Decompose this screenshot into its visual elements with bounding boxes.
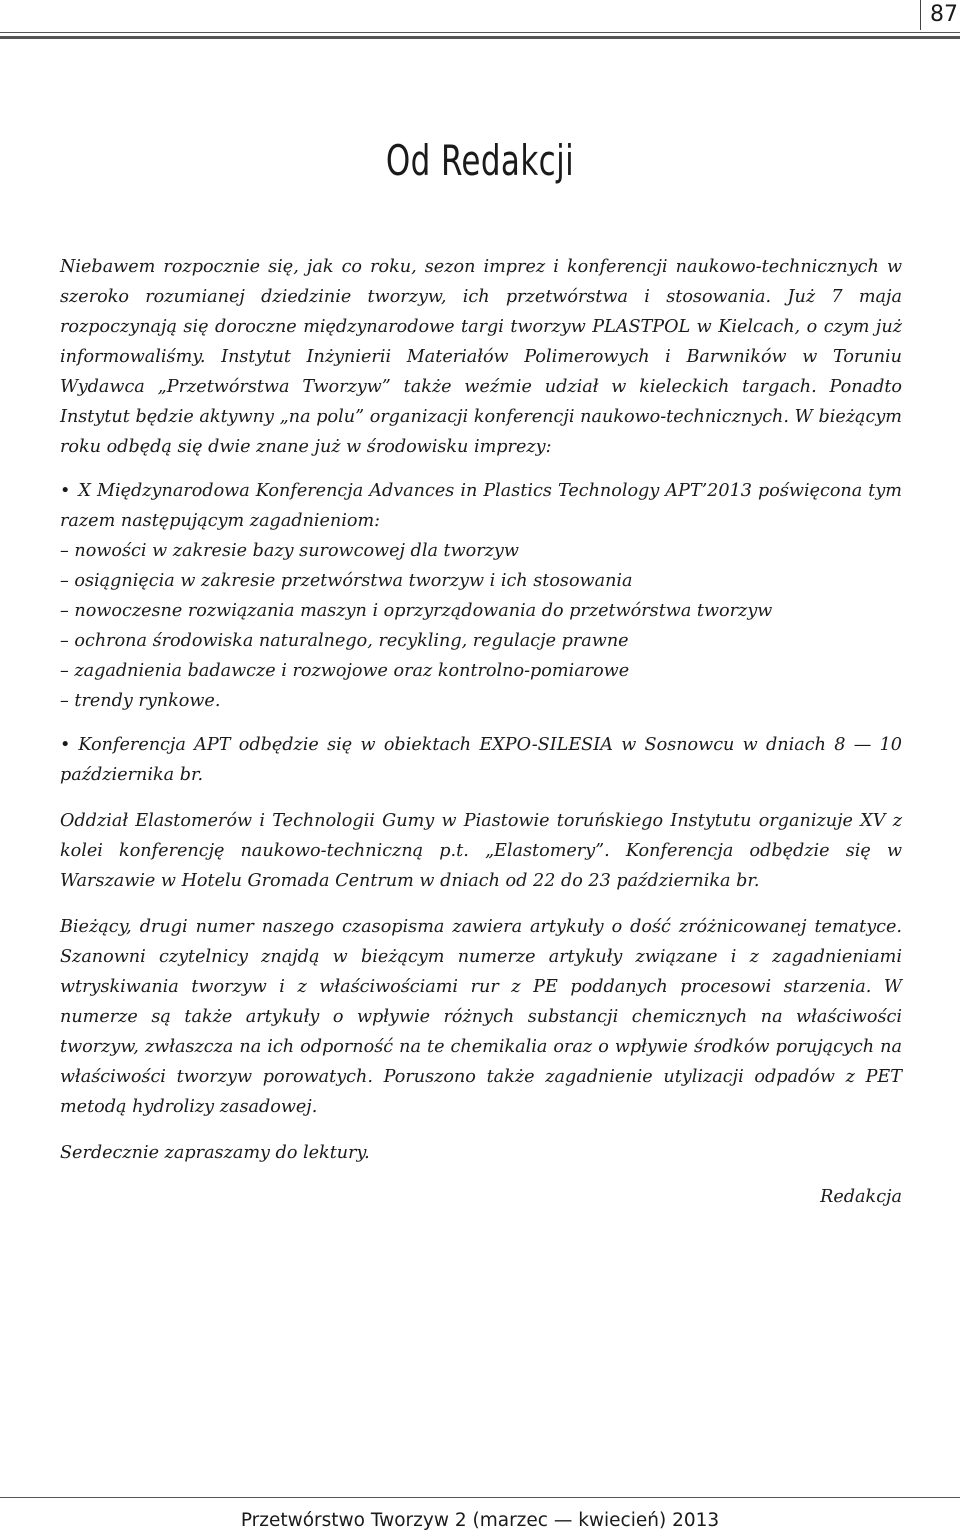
header-rule	[0, 32, 960, 33]
intro-paragraph: Niebawem rozpocznie się, jak co roku, sezon imprez i konferencji naukowo-technicznych w szeroko rozumianej dziedzinie tworzyw, ich przetwórstwa i stosowania. Już 7 maja rozpoczynają się doroczne międzynarodowe targi tworzyw PLASTPOL w Kielcach, o czym już informowaliśmy. Instytut Inżynierii Materiałów Polimerowych i Barwników w Toruniu Wydawca „Przetwórstwa Tworzyw” także weźmie udział w kieleckich targach. Ponadto Instytut będzie aktywny „na polu” organizacji konferencji naukowo-technicznych. W bieżącym roku odbędą się dwie znane już w środowisku imprezy:	[60, 257, 902, 457]
elastomery-paragraph: Oddział Elastomerów i Technologii Gumy w Piastowie toruńskiego Instytutu organizuje XV z kolei konferencję naukowo-techniczną p.t. „Elastomery”. Konferencja odbędzie się w Warszawie w Hotelu Gromada Centrum w dniach od 22 do 23 października br.	[60, 811, 902, 891]
dash-item: – osiągnięcia w zakresie przetwórstwa tworzyw i ich stosowania	[60, 571, 633, 591]
editorial-body	[60, 252, 902, 1212]
dash-item: – ochrona środowiska naturalnego, recykling, regulacje prawne	[60, 631, 629, 651]
page-number: 87	[920, 0, 960, 30]
header-rule-thick	[0, 36, 960, 39]
dash-item: – zagadnienia badawcze i rozwojowe oraz kontrolno-pomiarowe	[60, 661, 630, 681]
journal-footer: Przetwórstwo Tworzyw 2 (marzec — kwiecień) 2013	[240, 1510, 720, 1531]
bullet-item-venue	[60, 730, 902, 790]
bullet-item-apt	[60, 476, 902, 536]
dash-item: – trendy rynkowe.	[60, 691, 221, 711]
page-title: Od Redakcji	[385, 136, 575, 186]
closing-line: Serdecznie zapraszamy do lektury.	[60, 1143, 370, 1163]
bullet-item-venue-text: Konferencja APT odbędzie się w obiektach EXPO-SILESIA w Sosnowcu w dniach 8 — 10 października br.	[60, 735, 902, 785]
footer-rule	[0, 1497, 960, 1498]
bullet-icon: •	[60, 735, 71, 755]
issue-contents-paragraph: Bieżący, drugi numer naszego czasopisma zawiera artykuły o dość zróżnicowanej tematyce. Szanowni czytelnicy znajdą w bieżącym numerze artykuły związane i z zagadnieniami wtryskiwania tworzyw i z właściwościami rur z PE poddanych procesowi starzenia. W numerze są także artykuły o wpływie różnych substancji chemicznych na właściwości tworzyw, zwłaszcza na ich odporność na te chemikalia oraz o wpływie środków porujących na właściwości tworzyw porowatych. Poruszono także zagadnienie utylizacji odpadów z PET metodą hydrolizy zasadowej.	[60, 917, 902, 1117]
dash-item: – nowości w zakresie bazy surowcowej dla tworzyw	[60, 541, 519, 561]
signature: Redakcja	[820, 1187, 902, 1207]
bullet-item-apt-text: X Międzynarodowa Konferencja Advances in Plastics Technology APT’2013 poświęcona tym razem następującym zagadnieniom:	[60, 481, 902, 531]
bullet-icon: •	[60, 481, 71, 501]
dash-item: – nowoczesne rozwiązania maszyn i oprzyrządowania do przetwórstwa tworzyw	[60, 601, 773, 621]
